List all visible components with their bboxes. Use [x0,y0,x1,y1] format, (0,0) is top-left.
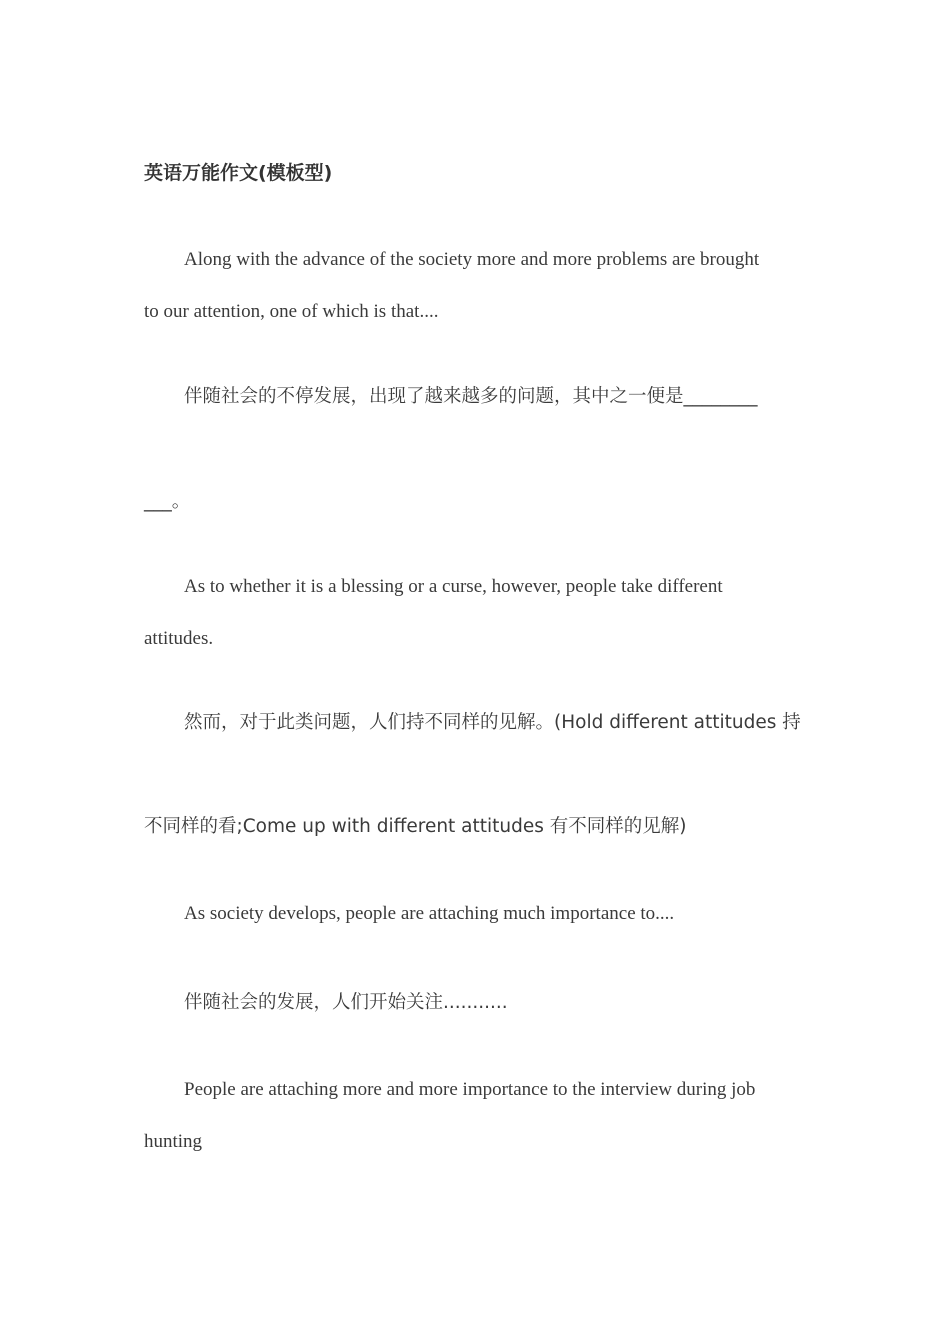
document-title: 英语万能作文(模板型) [144,162,333,184]
paragraph-7-line-2: hunting [144,1131,203,1152]
paragraph-1-line-1: Along with the advance of the society more and more problems are brought [184,249,760,270]
paragraph-3-line-2: attitudes. [144,628,214,649]
paragraph-2-line-2: ___。 [144,491,191,512]
paragraph-6-line-1: 伴随社会的发展，人们开始关注........... [184,992,508,1013]
paragraph-4-line-1: 然而，对于此类问题，人们持不同样的见解。(Hold different attitudes 持 [184,712,801,733]
paragraph-2-line-1: 伴随社会的不停发展，出现了越来越多的问题，其中之一便是________ [184,386,758,407]
paragraph-3-line-1: As to whether it is a blessing or a curse, however, people take different [184,576,723,597]
paragraph-5-line-1: As society develops, people are attaching much importance to.... [184,903,675,924]
paragraph-7-line-1: People are attaching more and more importance to the interview during job [184,1079,756,1100]
paragraph-4-line-2: 不同样的看;Come up with different attitudes 有不同样的见解) [144,816,687,837]
paragraph-1-line-2: to our attention, one of which is that.... [144,301,439,322]
